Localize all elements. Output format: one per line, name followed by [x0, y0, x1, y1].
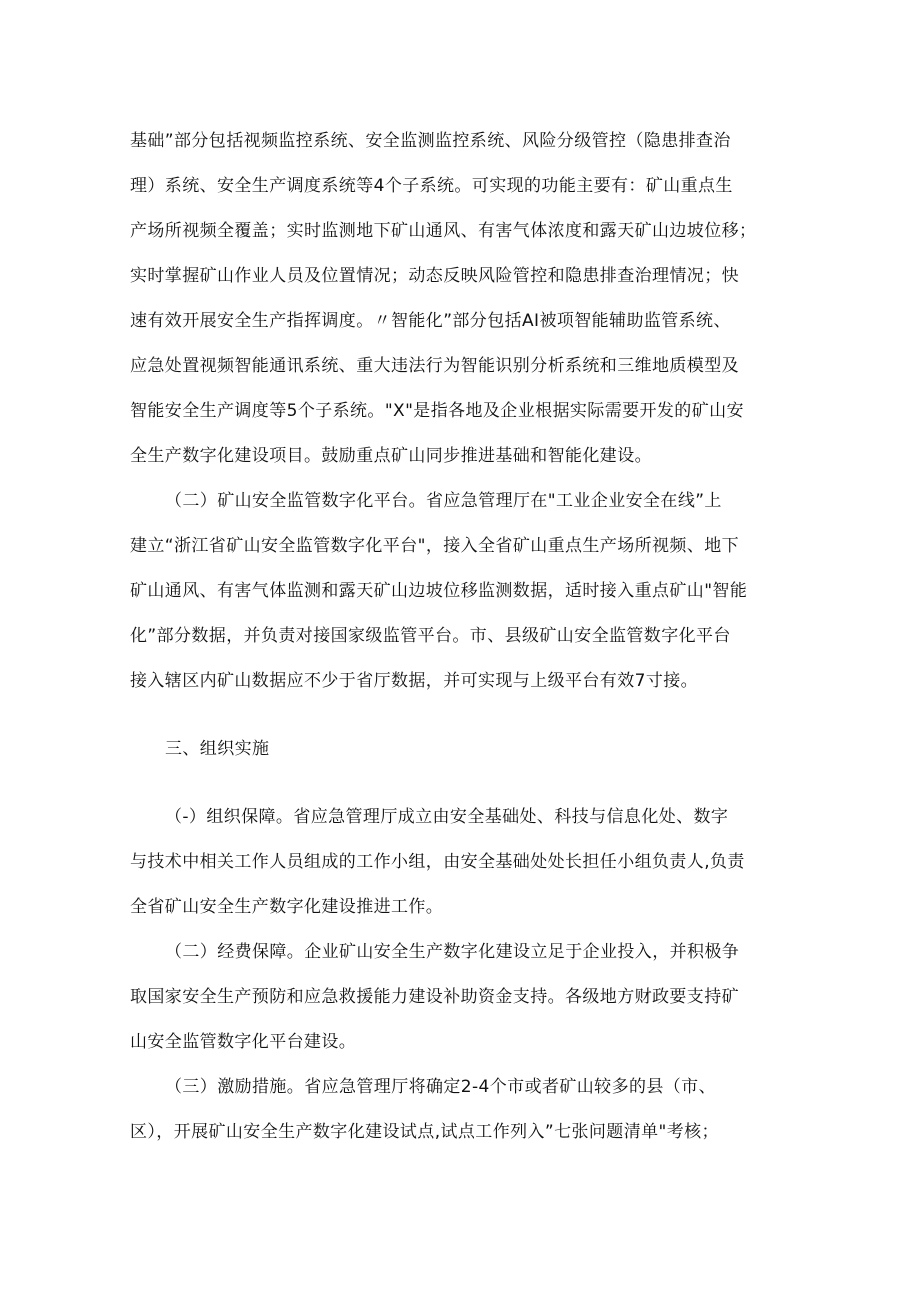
text-line: 化”部分数据，并负责对接国家级监管平台。市、县级矿山安全监管数字化平台: [130, 626, 731, 646]
text-line: 应急处置视频智能通讯系统、重大违法行为智能识别分析系统和三维地质模型及: [130, 356, 739, 376]
text-line: 全省矿山安全生产数字化建设推进工作。: [130, 897, 444, 917]
text-line: 智能安全生产调度等5个子系统。"X"是指各地及企业根据实际需要开发的矿山安: [130, 401, 744, 421]
text-line: 与技术中相关工作人员组成的工作小组，由安全基础处处长担任小组负责人,负责: [130, 852, 745, 872]
section-heading-text: 三、组织实施: [165, 739, 270, 759]
text-line: 理）系统、安全生产调度系统等4个子系统。可实现的功能主要有：矿山重点生: [130, 176, 733, 196]
text-line: 接入辖区内矿山数据应不少于省厅数据，并可实现与上级平台有效7寸接。: [130, 671, 699, 691]
text-line: 基础”部分包括视频监控系统、安全监测监控系统、风险分级管控（隐患排查治: [130, 131, 731, 151]
text-line: （二）经费保障。企业矿山安全生产数字化建设立足于企业投入，并积极争: [165, 942, 740, 962]
text-line: （-）组织保障。省应急管理厅成立由安全基础处、科技与信息化处、数字: [165, 807, 729, 827]
text-line: 建立“浙江省矿山安全监管数字化平台"，接入全省矿山重点生产场所视频、地下: [130, 536, 740, 556]
text-line: 矿山通风、有害气体监测和露天矿山边坡位移监测数据，适时接入重点矿山"智能: [130, 581, 748, 601]
text-line: 山安全监管数字化平台建设。: [130, 1032, 357, 1052]
text-line: 区），开展矿山安全生产数字化建设试点,试点工作列入”七张问题清单"考核；: [130, 1122, 719, 1142]
text-line: （三）激励措施。省应急管理厅将确定2-4个市或者矿山较多的县（市、: [165, 1077, 716, 1097]
text-line: 产场所视频全覆盖；实时监测地下矿山通风、有害气体浓度和露天矿山边坡位移；: [130, 221, 757, 241]
text-line: 取国家安全生产预防和应急救援能力建设补助资金支持。各级地方财政要支持矿: [130, 987, 739, 1007]
text-line: 速有效开展安全生产指挥调度。〃智能化”部分包括AI被项智能辅助监管系统、: [130, 311, 731, 331]
text-line: （二）矿山安全监管数字化平台。省应急管理厅在"工业企业安全在线”上: [165, 491, 722, 511]
text-line: 实时掌握矿山作业人员及位置情况；动态反映风险管控和隐患排查治理情况；快: [130, 266, 739, 286]
text-line: 全生产数字化建设项目。鼓励重点矿山同步推进基础和智能化建设。: [130, 446, 652, 466]
